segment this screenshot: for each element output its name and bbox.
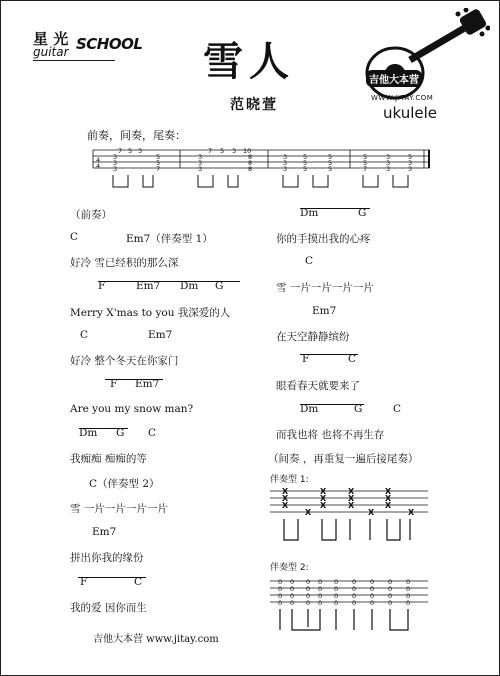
svg-text:5: 5: [303, 165, 308, 173]
pattern-1-tab: [270, 485, 430, 545]
chord: G: [116, 427, 125, 439]
svg-text:X: X: [282, 487, 289, 496]
svg-text:0: 0: [306, 599, 311, 607]
svg-text:8: 8: [248, 153, 253, 161]
svg-text:5: 5: [328, 165, 333, 173]
svg-text:0: 0: [352, 578, 357, 586]
svg-text:0: 0: [318, 585, 323, 593]
svg-text:10: 10: [243, 147, 252, 155]
lyric-line: 好冷 整个冬天在你家门: [70, 355, 179, 367]
logo-underline: [33, 60, 115, 61]
pattern-2-tab: [270, 575, 430, 635]
lyric-line: 雪 一片一片一片一片: [70, 503, 168, 515]
svg-text:X: X: [408, 508, 415, 517]
svg-text:3: 3: [113, 153, 118, 161]
lyric-line: 我痴痴 痴痴的等: [70, 453, 147, 465]
svg-text:0: 0: [370, 592, 375, 600]
svg-text:X: X: [320, 501, 327, 510]
svg-text:3: 3: [198, 165, 203, 173]
svg-text:3: 3: [283, 159, 288, 167]
svg-text:0: 0: [278, 592, 283, 600]
svg-text:0: 0: [388, 592, 393, 600]
lyric-line: 拼出你我的缘份: [70, 552, 144, 564]
svg-text:X: X: [385, 494, 392, 503]
svg-text:0: 0: [278, 599, 283, 607]
svg-text:8: 8: [248, 165, 253, 173]
chord: F: [98, 280, 106, 292]
intro-tablature: [88, 145, 433, 195]
svg-text:0: 0: [278, 585, 283, 593]
svg-text:7: 7: [156, 165, 161, 173]
svg-text:0: 0: [370, 599, 375, 607]
svg-text:X: X: [348, 487, 355, 496]
chord: C（伴奏型 2）: [89, 478, 160, 490]
footer-site: 吉他大本营 www.jitay.com: [93, 634, 219, 645]
svg-text:4: 4: [96, 156, 101, 164]
chord: Em7: [136, 280, 161, 292]
svg-text:0: 0: [306, 592, 311, 600]
chord: Em7: [312, 305, 337, 317]
svg-text:0: 0: [406, 592, 411, 600]
svg-text:5: 5: [220, 147, 225, 155]
lyric-line: 你的手摸出我的心疼: [276, 233, 371, 245]
svg-text:0: 0: [334, 585, 339, 593]
svg-text:3: 3: [386, 165, 391, 173]
svg-text:X: X: [368, 508, 375, 517]
chord: Dm: [300, 207, 319, 219]
chord: C: [393, 403, 402, 415]
svg-text:0: 0: [318, 599, 323, 607]
svg-text:3: 3: [113, 159, 118, 167]
svg-text:3: 3: [198, 153, 203, 161]
svg-text:X: X: [305, 508, 312, 517]
chord: C: [348, 353, 357, 365]
svg-text:3: 3: [113, 165, 118, 173]
lyric-line: 在天空静静缤纷: [276, 331, 350, 343]
chord: C: [80, 329, 89, 341]
chord: F: [80, 576, 88, 588]
svg-text:0: 0: [406, 578, 411, 586]
svg-text:0: 0: [318, 592, 323, 600]
svg-text:X: X: [282, 501, 289, 510]
instrument-label: ukulele: [383, 104, 438, 122]
svg-text:0: 0: [352, 585, 357, 593]
brand-badge: 吉他大本营: [366, 70, 422, 87]
chord: Em7: [135, 378, 160, 390]
svg-text:5: 5: [156, 153, 161, 161]
svg-text:5: 5: [363, 153, 368, 161]
chord: G: [354, 403, 363, 415]
chord: F: [110, 378, 118, 390]
svg-text:5: 5: [328, 153, 333, 161]
lyric-line: 我的爱 因你而生: [70, 602, 147, 614]
logo-top-text: 星 光: [33, 30, 69, 48]
svg-text:0: 0: [290, 599, 295, 607]
svg-text:0: 0: [290, 578, 295, 586]
svg-text:4: 4: [96, 162, 101, 170]
chord: G: [358, 207, 367, 219]
svg-text:3: 3: [386, 159, 391, 167]
svg-text:0: 0: [290, 585, 295, 593]
svg-text:0: 0: [306, 578, 311, 586]
lyric-line: Are you my snow man?: [70, 403, 194, 415]
svg-text:5: 5: [303, 153, 308, 161]
svg-text:0: 0: [352, 592, 357, 600]
chord: Dm: [300, 403, 319, 415]
svg-text:0: 0: [334, 578, 339, 586]
chord: C: [305, 255, 314, 267]
logo-guitar-text: guitar: [33, 45, 69, 59]
svg-text:0: 0: [406, 599, 411, 607]
svg-text:0: 0: [278, 578, 283, 586]
svg-text:3: 3: [408, 165, 413, 173]
site-url: WWW.JITAY.COM: [371, 94, 434, 102]
svg-text:3: 3: [232, 147, 237, 155]
pattern-label: 伴奏型 2:: [270, 563, 309, 573]
chord: Em7（伴奏型 1）: [126, 233, 213, 245]
chord: Em7: [92, 526, 117, 538]
ukulele-logo-icon: [350, 8, 490, 103]
svg-text:5: 5: [328, 159, 333, 167]
svg-text:3: 3: [198, 159, 203, 167]
lyric-line: （间奏 ，再重复一遍后接尾奏）: [268, 453, 419, 465]
svg-text:7: 7: [208, 147, 213, 155]
svg-text:5: 5: [363, 159, 368, 167]
svg-text:0: 0: [406, 585, 411, 593]
svg-text:0: 0: [370, 585, 375, 593]
song-title: 雪人: [203, 38, 295, 85]
svg-text:X: X: [320, 487, 327, 496]
chord: Dm: [79, 427, 98, 439]
svg-text:0: 0: [388, 585, 393, 593]
svg-text:0: 0: [370, 578, 375, 586]
intro-label: 前奏，间奏，尾奏：: [87, 129, 186, 142]
chord: F: [302, 353, 310, 365]
svg-text:0: 0: [334, 592, 339, 600]
chord: C: [148, 427, 157, 439]
svg-text:X: X: [385, 501, 392, 510]
svg-text:8: 8: [248, 159, 253, 167]
lyric-line: 眼看春天就要来了: [276, 380, 360, 392]
logo-school-text: SCHOOL: [76, 35, 143, 53]
chord: G: [215, 280, 224, 292]
svg-text:3: 3: [283, 153, 288, 161]
svg-text:X: X: [320, 494, 327, 503]
svg-text:3: 3: [408, 159, 413, 167]
lyric-line: 好冷 雪已经积的那么深: [70, 257, 179, 269]
lyric-line: Merry X'mas to you 我深爱的人: [70, 307, 231, 319]
svg-text:3: 3: [138, 147, 143, 155]
svg-text:7: 7: [118, 147, 123, 155]
chord: Dm: [180, 280, 199, 292]
svg-text:X: X: [282, 494, 289, 503]
lyric-line: 雪 一片一片一片一片: [276, 282, 374, 294]
svg-text:3: 3: [386, 153, 391, 161]
svg-text:7: 7: [363, 165, 368, 173]
svg-text:0: 0: [352, 599, 357, 607]
svg-text:5: 5: [128, 147, 133, 155]
svg-text:X: X: [385, 487, 392, 496]
svg-text:0: 0: [318, 578, 323, 586]
chord: C: [70, 231, 79, 243]
chord: C: [134, 576, 143, 588]
svg-text:0: 0: [290, 592, 295, 600]
svg-text:0: 0: [388, 599, 393, 607]
section-label: （前奏）: [70, 209, 112, 221]
svg-text:5: 5: [303, 159, 308, 167]
lyric-line: 而我也将 也将不再生存: [276, 429, 385, 441]
svg-text:0: 0: [306, 585, 311, 593]
chord: Em7: [148, 329, 173, 341]
svg-text:0: 0: [334, 599, 339, 607]
song-author: 范晓萱: [230, 97, 278, 113]
pattern-label: 伴奏型 1:: [270, 475, 309, 485]
svg-text:5: 5: [408, 153, 413, 161]
svg-text:X: X: [348, 501, 355, 510]
svg-text:5: 5: [156, 159, 161, 167]
svg-text:X: X: [348, 494, 355, 503]
svg-text:0: 0: [388, 578, 393, 586]
svg-text:3: 3: [283, 165, 288, 173]
